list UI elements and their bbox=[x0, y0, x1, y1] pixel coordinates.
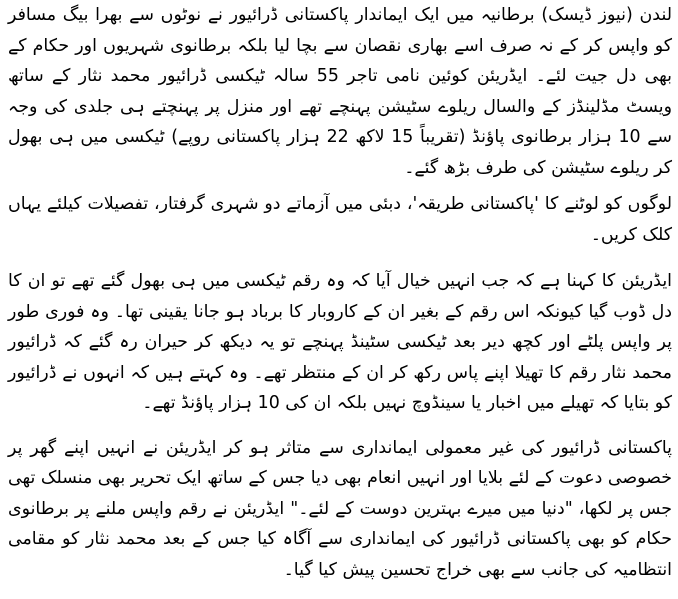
news-article bbox=[8, 0, 672, 599]
article-paragraph-4: پاکستانی ڈرائیور کی غیر معمولی ایمانداری سے متاثر ہو کر ایڈریئن نے انہیں اپنے گھر پر خصوصی دعوت کے لئے بلایا اور انہیں انعام بھی دیا جس کے ساتھ ایک تحریر بھی منسلک تھی جس پر لکھا، "دنیا میں میرے بہترین دوست کے لئے۔" ایڈریئن نے رقم واپس ملنے پر برطانوی حکام کو بھی پاکستانی ڈرائیور کی ایمانداری سے آگاہ کیا جس کے بعد محمد نثار کو مقامی انتظامیہ کی جانب سے بھی خراج تحسین پیش کیا گیا۔ bbox=[8, 437, 672, 580]
article-paragraph-1: لندن (نیوز ڈیسک) برطانیہ میں ایک ایماندار پاکستانی ڈرائیور نے نوٹوں سے بھرا بیگ مسافر کو واپس کر کے نہ صرف اسے بھاری نقصان سے بچا لیا بلکہ برطانوی شہریوں اور حکام کے بھی دل جیت لئے۔ ایڈریئن کوئین نامی تاجر 55 سالہ ٹیکسی ڈرائیور محمد نثار کے ساتھ ویسٹ مڈلینڈز کے والسال ریلوے سٹیشن پہنچے تھے اور منزل پر پہنچتے ہی جلدی کی وجہ سے 10 ہزار برطانوی پاؤنڈ (تقریباً 15 لاکھ 22 ہزار پاکستانی روپے) ٹیکسی میں ہی بھول کر ریلوے سٹیشن کی طرف بڑھ گئے۔ bbox=[8, 5, 672, 178]
article-paragraph-3: ایڈریئن کا کہنا ہے کہ جب انہیں خیال آیا کہ وہ رقم ٹیکسی میں ہی بھول گئے تھے تو ان کا دل ڈوب گیا کیونکہ اس رقم کے بغیر ان کے کاروبار کا برباد ہو جانا یقینی تھا۔ وہ فوری طور پر واپس پلٹے اور کچھ دیر بعد ٹیکسی سٹینڈ پہنچے تو یہ دیکھ کر حیران رہ گئے کہ ڈرائیور محمد نثار رقم کا تھیلا اپنے پاس رکھ کر ان کے منتظر تھے۔ وہ کہتے ہیں کہ انہوں نے ڈرائیور کو بتایا کہ تھیلے میں اخبار یا سینڈوچ نہیں بلکہ ان کی 10 ہزار پاؤنڈ تھے۔ bbox=[8, 271, 672, 413]
article-paragraph-2-related-link[interactable]: لوگوں کو لوٹنے کا 'پاکستانی طریقہ'، دبئی میں آزماتے دو شہری گرفتار، تفصیلات کیلئے یہاں کلک کریں۔ bbox=[8, 194, 672, 245]
